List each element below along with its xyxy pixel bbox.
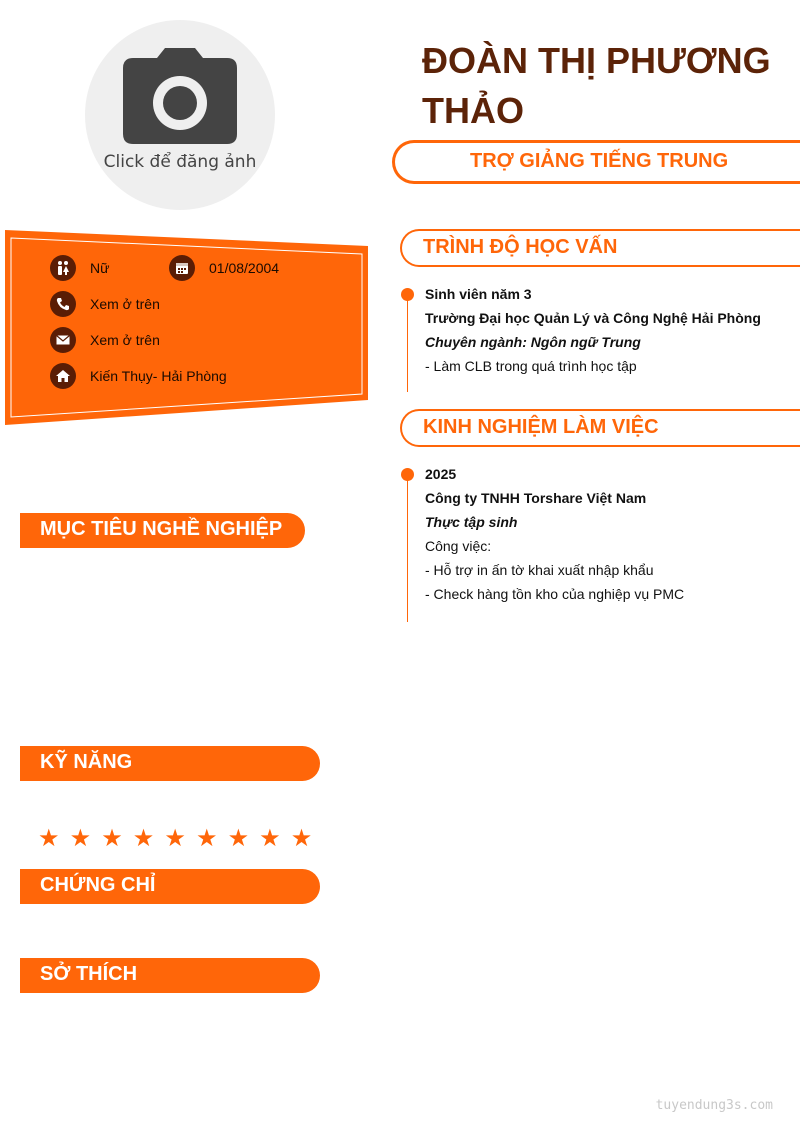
experience-header (400, 409, 800, 447)
education-timeline-dot (401, 288, 414, 301)
birthdate-row (169, 255, 279, 281)
calendar-icon (169, 255, 195, 281)
experience-timeline-dot (401, 468, 414, 481)
education-period: Sinh viên năm 3 (425, 286, 532, 302)
education-detail: - Làm CLB trong quá trình học tập (425, 358, 637, 374)
experience-position: Thực tập sinh (425, 514, 518, 530)
experience-year: 2025 (425, 466, 457, 482)
gender-row (50, 255, 109, 281)
camera-icon (123, 46, 237, 146)
skill-rating (38, 826, 322, 852)
star-icon: ★ (69, 825, 92, 852)
education-major: Chuyên ngành: Ngôn ngữ Trung (425, 334, 641, 350)
gender-icon (50, 255, 76, 281)
experience-timeline (407, 474, 408, 622)
experience-company: Công ty TNHH Torshare Việt Nam (425, 490, 647, 506)
email-row (50, 327, 160, 353)
certificates-header (20, 869, 320, 904)
education-header (400, 229, 800, 267)
experience-entry (425, 462, 684, 606)
experience-duty: - Hỗ trợ in ấn tờ khai xuất nhập khẩu (425, 562, 654, 578)
email-icon (50, 327, 76, 353)
address-value: Kiến Thụy- Hải Phòng (90, 368, 227, 384)
gender-value: Nữ (90, 260, 110, 276)
education-entry (425, 282, 761, 378)
education-title: TRÌNH ĐỘ HỌC VẤN (423, 236, 618, 258)
star-icon: ★ (101, 825, 123, 852)
star-icon: ★ (195, 825, 218, 852)
candidate-name: ĐOÀN THỊ PHƯƠNG THẢO (422, 40, 771, 131)
job-title-banner (392, 140, 800, 184)
experience-title: KINH NGHIỆM LÀM VIỆC (423, 416, 659, 438)
hobbies-title: SỞ THÍCH (40, 963, 138, 985)
star-icon: ★ (227, 825, 250, 852)
star-icon: ★ (132, 825, 155, 852)
career-goal-title: MỤC TIÊU NGHỀ NGHIỆP (40, 518, 283, 540)
star-icon: ★ (290, 825, 313, 852)
hobbies-header (20, 958, 320, 993)
address-row (50, 363, 227, 389)
phone-value: Xem ở trên (90, 296, 160, 312)
home-icon (50, 363, 76, 389)
phone-row (50, 291, 160, 317)
avatar-caption: Click để đăng ảnh (103, 152, 257, 172)
star-icon: ★ (38, 825, 60, 852)
experience-duties-label: Công việc: (425, 538, 492, 554)
birthdate-value: 01/08/2004 (209, 260, 280, 276)
avatar-upload[interactable] (85, 20, 275, 210)
education-school: Trường Đại học Quản Lý và Công Nghệ Hải Phòng (425, 310, 761, 326)
watermark: tuyendung3s.com (655, 1098, 773, 1113)
skills-header (20, 746, 320, 781)
experience-duty: - Check hàng tồn kho của nghiệp vụ PMC (425, 586, 685, 602)
job-title: TRỢ GIẢNG TIẾNG TRUNG (470, 150, 729, 172)
skills-title: KỸ NĂNG (40, 751, 133, 773)
phone-icon (50, 291, 76, 317)
education-timeline (407, 294, 408, 392)
star-icon: ★ (259, 825, 281, 852)
email-value: Xem ở trên (90, 332, 160, 348)
career-goal-header (20, 513, 305, 548)
certificates-title: CHỨNG CHỈ (40, 874, 156, 896)
star-icon: ★ (164, 825, 186, 852)
